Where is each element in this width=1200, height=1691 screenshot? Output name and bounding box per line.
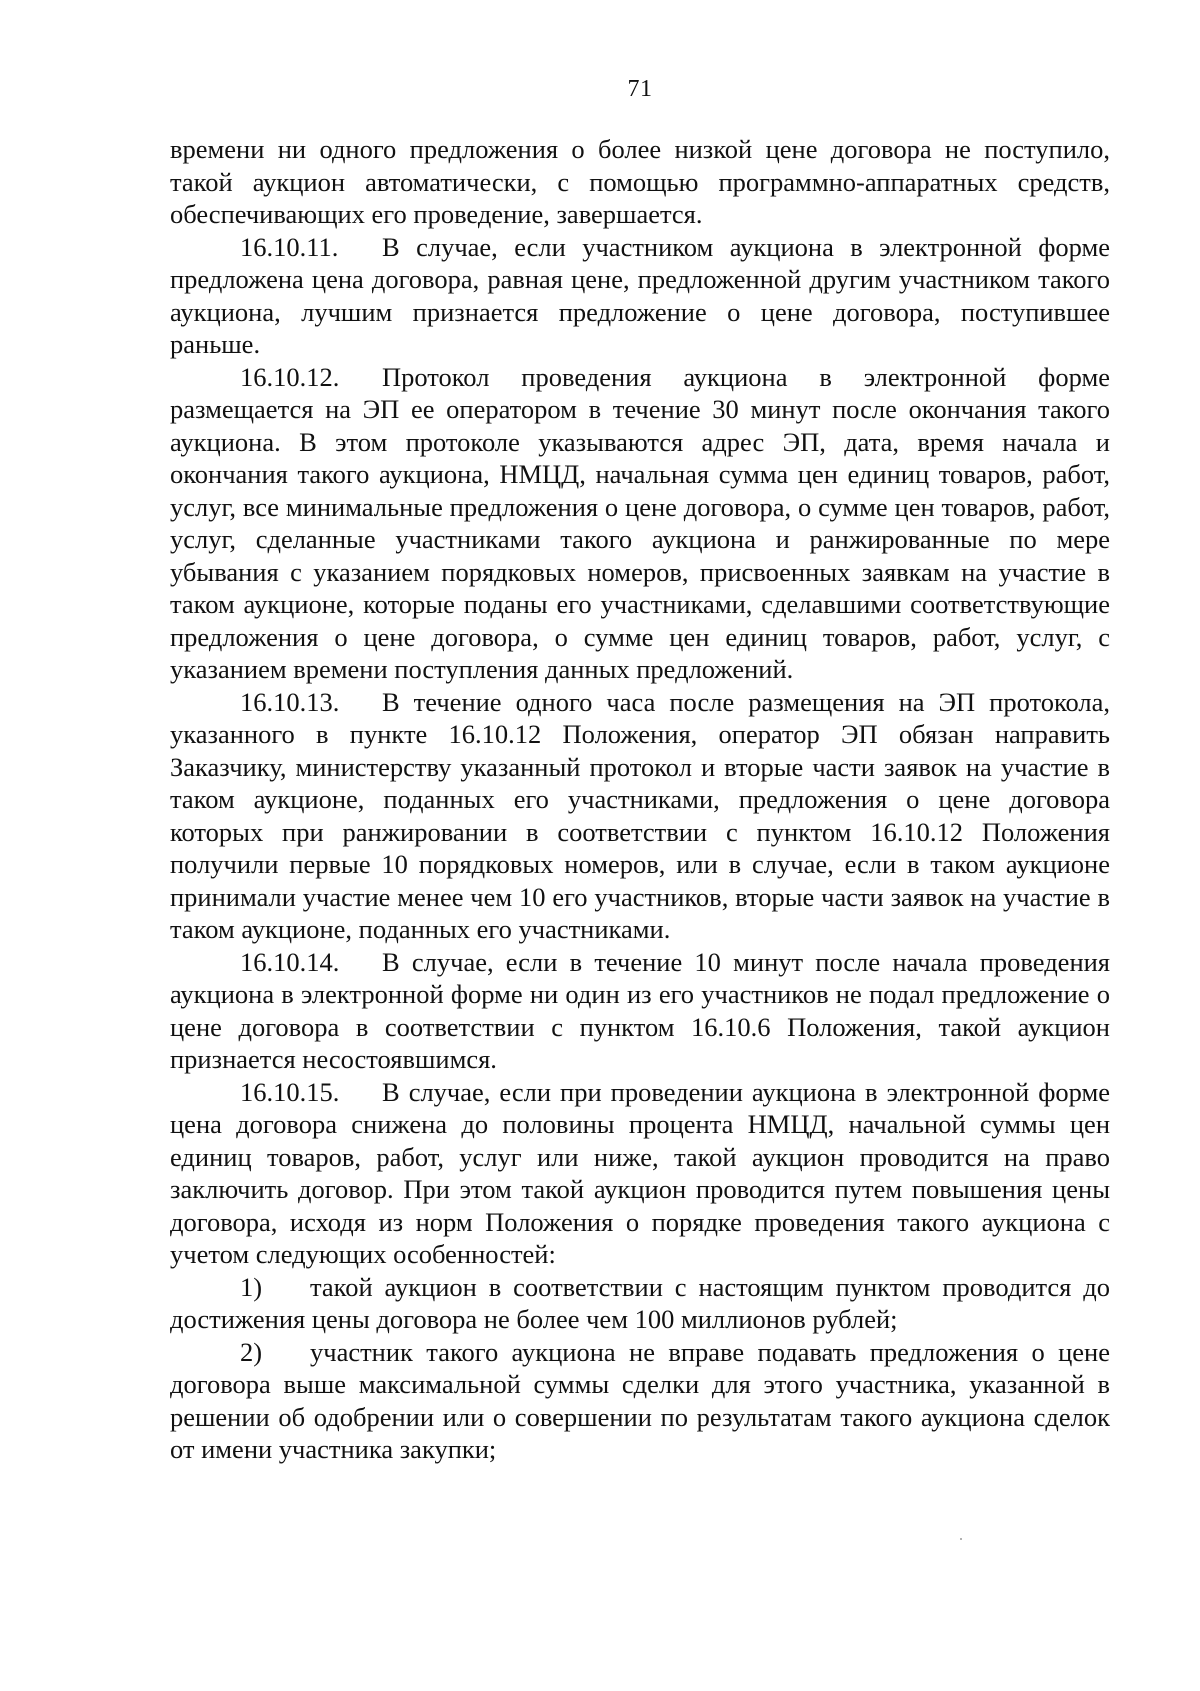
clause-number: 16.10.14. — [240, 946, 340, 977]
list-item-text: участник такого аукциона не вправе подавать предложения о цене договора выше максимальной суммы сделки для этого участника, указанной в решении об одобрении или о совершении по результатам такого аукциона сделок от имени участника закупки; — [170, 1336, 1110, 1464]
clause-number: 16.10.13. — [240, 686, 340, 717]
clause-16-10-13 — [170, 686, 1110, 946]
list-item-1 — [170, 1271, 1110, 1336]
clause-number: 16.10.15. — [240, 1076, 340, 1107]
clause-16-10-14 — [170, 946, 1110, 1076]
page-number: 71 — [627, 76, 653, 102]
clause-number: 16.10.11. — [240, 231, 339, 262]
clause-16-10-11 — [170, 231, 1110, 361]
clause-text: В случае, если при проведении аукциона в электронной форме цена договора снижена до половины процента НМЦД, начальной суммы цен единиц товаров, работ, услуг или ниже, такой аукцион проводится на право заключить договор. При этом такой аукцион проводится путем повышения цены договора, исходя из норм Положения о порядке проведения такого аукциона с учетом следующих особенностей: — [170, 1076, 1110, 1269]
list-item-number: 2) — [240, 1336, 263, 1367]
clause-text: В течение одного часа после размещения на ЭП протокола, указанного в пункте 16.10.12 Положения, оператор ЭП обязан направить Заказчику, министерству указанный протокол и вторые части заявок на участие в таком аукционе, поданных его участниками, предложения о цене договора которых при ранжировании в соответствии с пунктом 16.10.12 Положения получили первые 10 порядковых номеров, или в случае, если в таком аукционе принимали участие менее чем 10 его участников, вторые части заявок на участие в таком аукционе, поданных его участниками. — [170, 686, 1110, 944]
paragraph-continuation — [170, 133, 1110, 231]
clause-text: В случае, если участником аукциона в электронной форме предложена цена договора, равная цене, предложенной другим участником такого аукциона, лучшим признается предложение о цене договора, поступившее раньше. — [170, 231, 1110, 359]
list-item-number: 1) — [240, 1271, 263, 1302]
clause-16-10-15 — [170, 1076, 1110, 1271]
scan-speck — [960, 1538, 962, 1540]
clause-text: Протокол проведения аукциона в электронной форме размещается на ЭП ее оператором в течение 30 минут после окончания такого аукциона. В этом протоколе указываются адрес ЭП, дата, время начала и окончания такого аукциона, НМЦД, начальная сумма цен единиц товаров, работ, услуг, все минимальные предложения о цене договора, о сумме цен товаров, работ, услуг, сделанные участниками такого аукциона и ранжированные по мере убывания с указанием порядковых номеров, присвоенных заявкам на участие в таком аукционе, которые поданы его участниками, сделавшими соответствующие предложения о цене договора, о сумме цен единиц товаров, работ, услуг, с указанием времени поступления данных предложений. — [170, 361, 1110, 684]
clause-16-10-12 — [170, 361, 1110, 686]
document-body — [170, 133, 1110, 1466]
paragraph-text: времени ни одного предложения о более низкой цене договора не поступило, такой аукцион автоматически, с помощью программно-аппаратных средств, обеспечивающих его проведение, завершается. — [170, 134, 1110, 229]
clause-number: 16.10.12. — [240, 361, 340, 392]
list-item-text: такой аукцион в соответствии с настоящим пунктом проводится до достижения цены договора не более чем 100 миллионов рублей; — [170, 1271, 1110, 1334]
list-item-2 — [170, 1336, 1110, 1466]
clause-text: В случае, если в течение 10 минут после начала проведения аукциона в электронной форме ни один из его участников не подал предложение о цене договора в соответствии с пунктом 16.10.6 Положения, такой аукцион признается несостоявшимся. — [170, 946, 1110, 1074]
